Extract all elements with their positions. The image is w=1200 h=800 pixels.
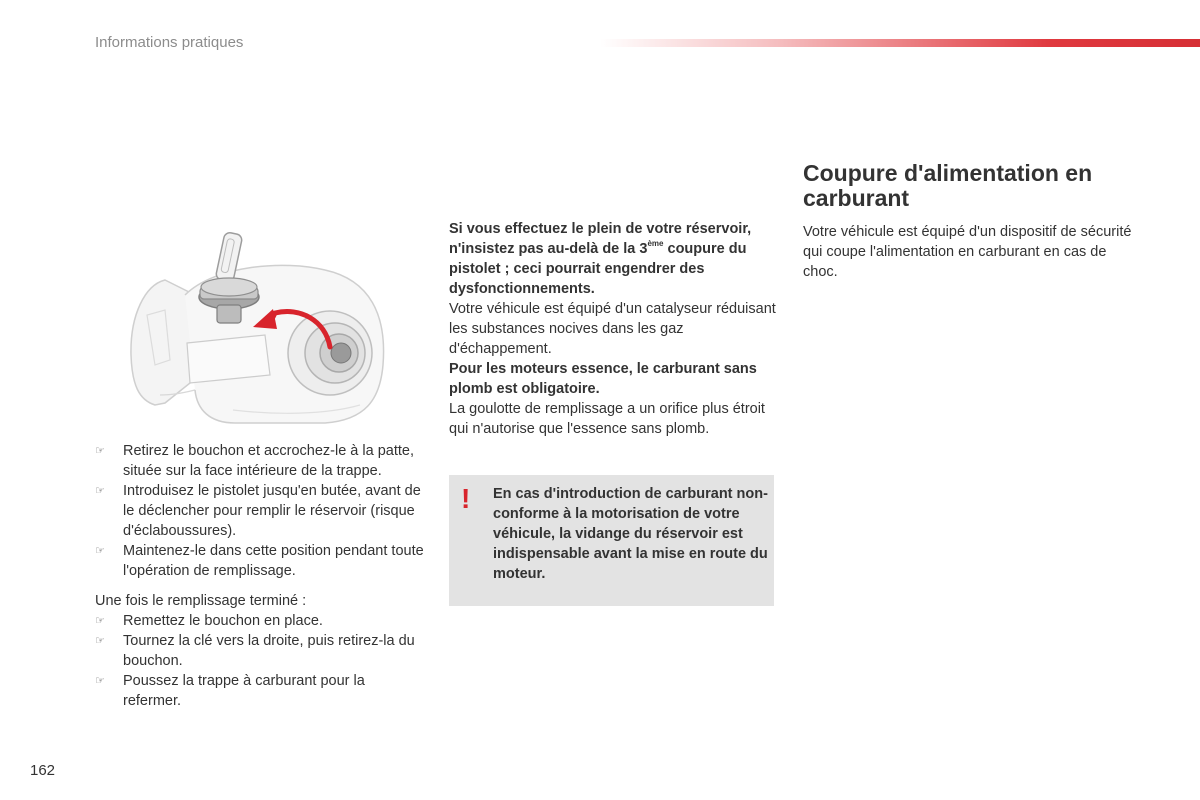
list-item xyxy=(95,611,425,631)
list-item xyxy=(95,671,425,711)
page-number: 162 xyxy=(30,762,56,779)
unleaded-required: Pour les moteurs essence, le carburant sans plomb est obligatoire. xyxy=(449,361,757,397)
refuel-caution-part1: Si vous effectuez le plein de votre réservoir, n'insistez pas au-delà de la 3 xyxy=(449,221,752,257)
refuel-caution-part2: coupure du pistolet ; ceci pourrait engendrer des dysfonctionnements. xyxy=(449,241,747,297)
warning-text: En cas d'introduction de carburant non-conforme à la motorisation de votre véhicule, la vidange du réservoir est indispensable avant la mise en route du moteur. xyxy=(493,486,768,582)
list-item-text: Retirez le bouchon et accrochez-le à la patte, située sur la face intérieure de la trappe. xyxy=(123,443,414,479)
ordinal-superscript: ème xyxy=(647,239,664,248)
running-header: Informations pratiques xyxy=(95,34,244,51)
list-item xyxy=(95,541,425,581)
filler-neck-paragraph: La goulotte de remplissage a un orifice plus étroit qui n'autorise que l'essence sans plomb. xyxy=(449,401,765,437)
pointing-hand-icon: ☞ xyxy=(95,615,105,627)
list-item-text: Introduisez le pistolet jusqu'en butée, avant de le déclencher pour remplir le réservoir (risque d'éclaboussures). xyxy=(123,483,421,539)
middle-column xyxy=(449,219,779,439)
list-item xyxy=(95,441,425,481)
refuel-caution xyxy=(449,219,779,299)
list-item-text: Tournez la clé vers la droite, puis retirez-la du bouchon. xyxy=(123,633,415,669)
list-item-text: Remettez le bouchon en place. xyxy=(123,613,323,629)
list-item-text: Maintenez-le dans cette position pendant toute l'opération de remplissage. xyxy=(123,543,424,579)
header-accent-bar xyxy=(600,39,1200,47)
exclamation-icon: ! xyxy=(461,483,471,514)
right-column xyxy=(803,161,1133,282)
pointing-hand-icon: ☞ xyxy=(95,635,105,647)
pointing-hand-icon: ☞ xyxy=(95,545,105,557)
pointing-hand-icon: ☞ xyxy=(95,485,105,497)
section-title: Coupure d'alimentation en carburant xyxy=(803,160,1093,211)
catalyst-paragraph: Votre véhicule est équipé d'un catalyseur réduisant les substances nocives dans les gaz d'échappement. xyxy=(449,301,776,357)
list-item-text: Poussez la trappe à carburant pour la refermer. xyxy=(123,673,365,709)
fuel-cap-illustration xyxy=(125,225,395,435)
after-filling-intro: Une fois le remplissage terminé : xyxy=(95,593,307,609)
pointing-hand-icon: ☞ xyxy=(95,445,105,457)
warning-box xyxy=(449,475,774,606)
list-item xyxy=(95,631,425,671)
pointing-hand-icon: ☞ xyxy=(95,675,105,687)
left-column xyxy=(95,441,425,711)
section-body: Votre véhicule est équipé d'un dispositif de sécurité qui coupe l'alimentation en carburant en cas de choc. xyxy=(803,224,1132,280)
list-item xyxy=(95,481,425,541)
